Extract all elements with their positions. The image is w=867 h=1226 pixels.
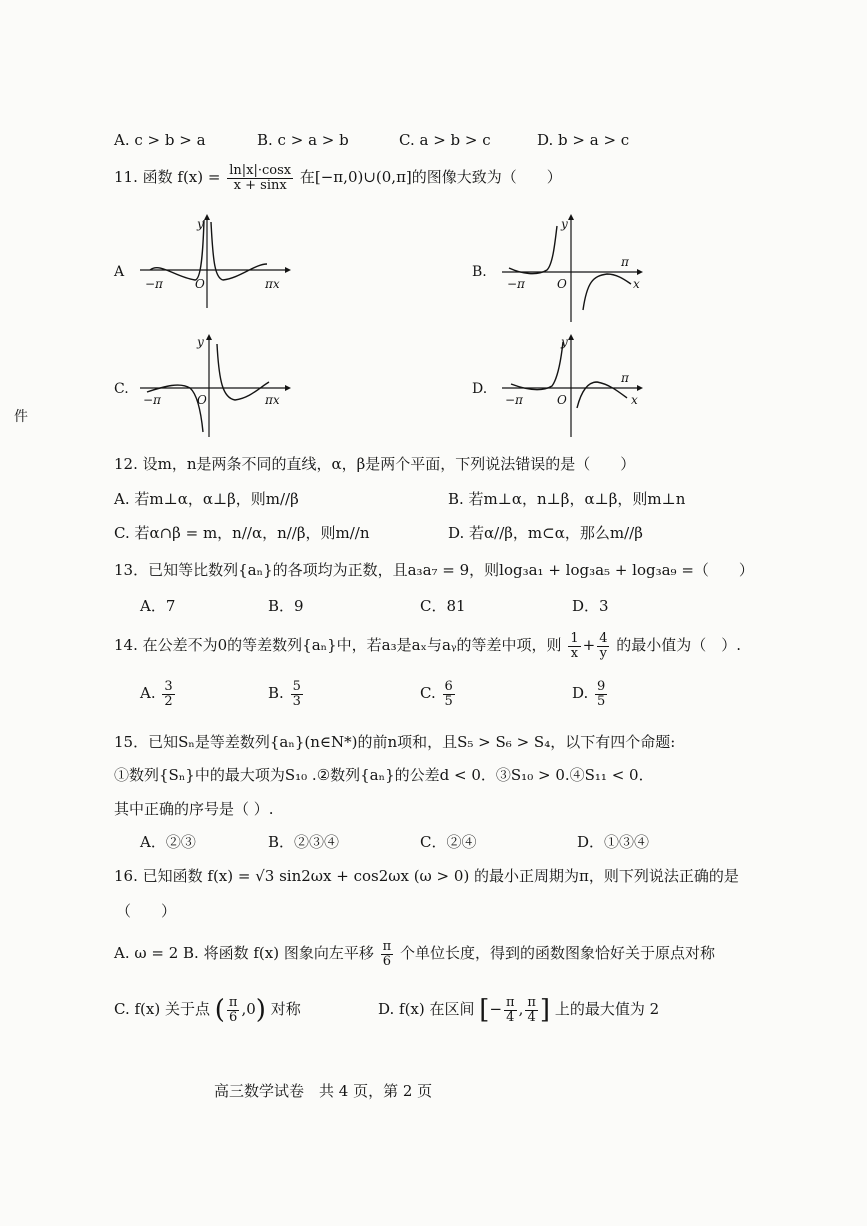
q16-option-d-post: 上的最大值为 2 <box>554 1000 660 1019</box>
q13-option-a: A．7 <box>140 597 176 615</box>
q14-option-a-den: 2 <box>164 693 173 709</box>
graph-c-neg-pi: −π <box>143 393 161 407</box>
graph-d-neg-pi: −π <box>505 393 523 407</box>
q15-propositions: ①数列{Sₙ}中的最大项为S₁₀ .②数列{aₙ}的公差d < 0．③S₁₀ > 0.④S₁₁ < 0． <box>114 766 654 784</box>
page-footer: 高三数学试卷 共 4 页，第 2 页 <box>214 1082 433 1100</box>
q16-option-c-tail: ,0 <box>241 1000 256 1019</box>
graph-b <box>497 212 657 327</box>
q16-option-d-pre: D. f(x) 在区间 <box>378 1000 475 1019</box>
q14-option-b-frac <box>291 680 303 708</box>
q16-option-c-pre: C. f(x) 关于点 <box>114 1000 210 1019</box>
q14-option-d-num: 9 <box>597 679 606 694</box>
q14-option-c-den: 5 <box>444 693 453 709</box>
q14-frac-2 <box>597 632 609 660</box>
q12-option-c: C. 若α∩β = m，n//α，n//β，则m//n <box>114 524 370 542</box>
graph-a-pi-x: πx <box>265 277 280 291</box>
graph-c <box>135 332 295 442</box>
q16-options-ab <box>114 940 715 968</box>
graph-d-x: x <box>631 393 638 407</box>
q16-option-b-pre: B. 将函数 f(x) 图象向左平移 <box>183 944 374 963</box>
graph-d <box>497 332 657 442</box>
q14-option-c-num: 6 <box>444 679 453 694</box>
q14-frac-1 <box>568 632 580 660</box>
q16-option-c-den: 6 <box>229 1009 238 1025</box>
q14-frac-1-den: x <box>570 645 579 661</box>
q11-frac-num: ln|x|·cosx <box>229 163 292 178</box>
q14-option-d <box>572 680 609 708</box>
q15-option-b: B．②③④ <box>268 833 340 851</box>
q16-option-c-post: 对称 <box>270 1000 301 1019</box>
q14-option-d-den: 5 <box>597 693 606 709</box>
q14-plus: + <box>582 636 596 655</box>
q14-option-a <box>140 680 177 708</box>
q16-option-d-den-1: 4 <box>506 1009 515 1025</box>
q16-option-c: C. f(x) 关于点 ( $\frac{\pi}{6}$ ,0) 对称 <box>114 995 301 1026</box>
q16-option-d-frac-2 <box>525 996 538 1024</box>
q16-option-d-num-1: π <box>506 995 515 1010</box>
graph-a-label: A <box>114 264 125 280</box>
graph-c-y: y <box>197 335 204 349</box>
q12-stem: 12. 设m，n是两条不同的直线，α，β是两个平面，下列说法错误的是（ ） <box>114 455 636 473</box>
q16-option-d-num-2: π <box>527 995 536 1010</box>
q12-option-a: A. 若m⊥α，α⊥β，则m//β <box>114 490 299 508</box>
q12-option-d: D. 若α//β，m⊂α，那么m//β <box>448 524 643 542</box>
q13-option-c: C．81 <box>420 597 466 615</box>
margin-character: 件 <box>14 409 28 425</box>
q16-stem: 16. 已知函数 f(x) = √3 sin2ωx + cos2ωx (ω > 0) 的最小正周期为π，则下列说法正确的是 <box>114 867 739 885</box>
q11-stem <box>114 164 562 192</box>
q14-stem-b: 的最小值为（ ）. <box>616 636 742 655</box>
graph-c-origin: O <box>197 393 207 407</box>
q16-paren: （ ） <box>116 902 177 920</box>
q14-option-b-num: 5 <box>292 679 301 694</box>
graph-d-y: y <box>561 335 568 349</box>
q15-ask: 其中正确的序号是（ ）. <box>114 800 274 818</box>
q14-stem <box>114 632 741 660</box>
q16-option-c-frac <box>227 996 240 1024</box>
q16-option-b-post: 个单位长度，得到的函数图象恰好关于原点对称 <box>399 944 715 963</box>
q16-option-b-frac <box>381 940 394 968</box>
q16-option-d-frac-1 <box>504 996 517 1024</box>
q16-option-d: D. f(x) 在区间 [− $\frac{\pi}{4}$ , $\frac{\pi}{4}$ ] 上的最大值为 2 <box>378 995 660 1026</box>
graph-b-y: y <box>561 217 568 231</box>
q11-prefix: 11. 函数 f(x) = <box>114 168 221 187</box>
q14-option-a-label: A. <box>140 684 156 703</box>
q15-option-a: A．②③ <box>140 833 196 851</box>
graph-b-pi: π <box>621 255 629 269</box>
q15-option-c: C．②④ <box>420 833 477 851</box>
q11-fraction <box>227 164 293 192</box>
graph-b-x: x <box>633 277 640 291</box>
q14-option-c <box>420 680 457 708</box>
q16-option-d-den-2: 4 <box>527 1009 536 1025</box>
q12-option-b: B. 若m⊥α，n⊥β，α⊥β，则m⊥n <box>448 490 686 508</box>
q14-option-c-frac <box>443 680 455 708</box>
q10-option-c: C. a > b > c <box>399 131 491 149</box>
q10-option-a: A. c > b > a <box>114 131 206 149</box>
graph-d-origin: O <box>557 393 567 407</box>
graph-b-neg-pi: −π <box>507 277 525 291</box>
q14-option-b-den: 3 <box>292 693 301 709</box>
graph-a-y: y <box>197 217 204 231</box>
q14-option-b <box>268 680 305 708</box>
graph-c-label: C. <box>114 381 129 397</box>
graph-c-pi-x: πx <box>265 393 280 407</box>
graph-a <box>135 212 295 312</box>
graph-b-origin: O <box>557 277 567 291</box>
q14-option-d-label: D. <box>572 684 589 703</box>
graph-b-label: B. <box>472 264 487 280</box>
q15-option-d: D．①③④ <box>577 833 650 851</box>
q14-option-c-label: C. <box>420 684 436 703</box>
q10-option-b: B. c > a > b <box>257 131 349 149</box>
graph-d-label: D. <box>472 381 488 397</box>
graph-a-origin: O <box>195 277 205 291</box>
q14-option-b-label: B. <box>268 684 284 703</box>
q16-option-b-num: π <box>382 939 392 954</box>
q13-stem: 13．已知等比数列{aₙ}的各项均为正数，且a₃a₇ = 9，则log₃a₁ + log₃a₅ + log₃a₉ =（ ） <box>114 561 754 579</box>
q13-option-b: B．9 <box>268 597 304 615</box>
q16-option-a: A. ω = 2 <box>114 944 179 963</box>
q14-frac-1-num: 1 <box>570 631 579 646</box>
q14-stem-a: 14. 在公差不为0的等差数列{aₙ}中，若a₃是aₓ与aᵧ的等差中项，则 <box>114 636 562 655</box>
q14-option-a-frac <box>162 680 174 708</box>
q16-option-b-den: 6 <box>382 953 392 969</box>
q14-option-a-num: 3 <box>164 679 173 694</box>
q11-suffix: 在[−π,0)∪(0,π]的图像大致为（ ） <box>299 168 562 187</box>
graph-d-pi: π <box>621 371 629 385</box>
q10-option-d: D. b > a > c <box>537 131 630 149</box>
q13-option-d: D．3 <box>572 597 609 615</box>
q14-frac-2-num: 4 <box>599 631 608 646</box>
q14-option-d-frac <box>595 680 607 708</box>
q15-stem: 15．已知Sₙ是等差数列{aₙ}(n∈N*)的前n项和，且S₅ > S₆ > S₄，以下有四个命题: <box>114 733 676 751</box>
q11-frac-den: x + sinx <box>233 177 287 193</box>
q14-frac-2-den: y <box>599 645 607 661</box>
graph-a-neg-pi: −π <box>145 277 163 291</box>
q16-option-c-num: π <box>228 995 238 1010</box>
